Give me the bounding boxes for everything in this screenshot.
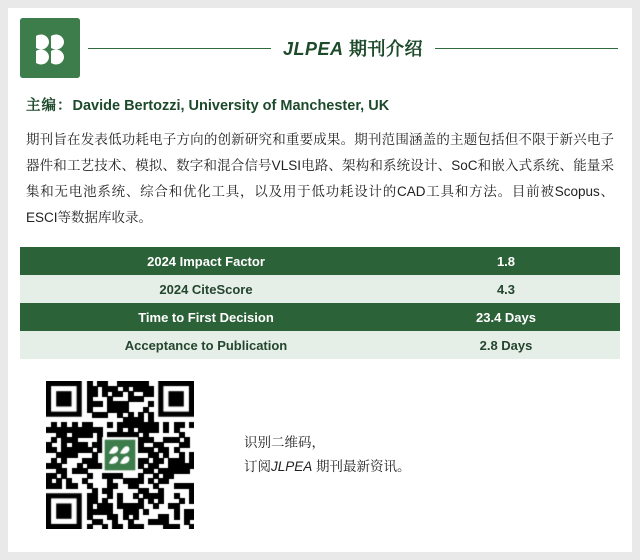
table-row	[20, 303, 620, 331]
title-rule-right	[435, 48, 618, 49]
title-journal-abbrev: JLPEA	[282, 39, 344, 59]
qr-section	[46, 381, 632, 529]
title-suffix: 期刊介绍	[343, 39, 424, 59]
table-row	[20, 247, 620, 275]
header	[8, 8, 632, 80]
metrics-table	[20, 247, 620, 359]
editor-in-chief	[26, 94, 614, 115]
metric-name: 2024 CiteScore	[20, 275, 392, 303]
qr-caption-prefix: 订阅	[244, 459, 271, 474]
metric-value: 1.8	[392, 247, 620, 275]
editor-label: 主编：	[26, 98, 73, 114]
metric-value: 2.8 Days	[392, 331, 620, 359]
qr-code-icon[interactable]	[46, 381, 194, 529]
table-row	[20, 275, 620, 303]
qr-caption	[244, 431, 411, 479]
journal-intro-card	[8, 8, 632, 552]
metric-value: 23.4 Days	[392, 303, 620, 331]
metric-name: 2024 Impact Factor	[20, 247, 392, 275]
metric-name: Time to First Decision	[20, 303, 392, 331]
journal-scope-text: 期刊旨在发表低功耗电子方向的创新研究和重要成果。期刊范围涵盖的主题包括但不限于新兴电子器件和工艺技术、模拟、数字和混合信号VLSI电路、架构和系统设计、SoC和嵌入式系统、能量采集和无电池系统、综合和优化工具，以及用于低功耗设计的CAD工具和方法。目前被Scopus、ESCI等数据库收录。	[26, 132, 614, 225]
jlpea-logo-icon	[20, 18, 80, 78]
qr-caption-journal: JLPEA	[271, 459, 313, 474]
qr-caption-line-2	[244, 455, 411, 479]
qr-caption-line-1: 识别二维码，	[244, 435, 325, 450]
title-text	[283, 35, 423, 61]
metric-value: 4.3	[392, 275, 620, 303]
page-title	[80, 35, 632, 61]
table-row	[20, 331, 620, 359]
qr-caption-suffix: 期刊最新资讯。	[312, 459, 411, 474]
editor-name: Davide Bertozzi, University of Manchester, UK	[72, 98, 390, 114]
metric-name: Acceptance to Publication	[20, 331, 392, 359]
title-rule-left	[88, 48, 271, 49]
